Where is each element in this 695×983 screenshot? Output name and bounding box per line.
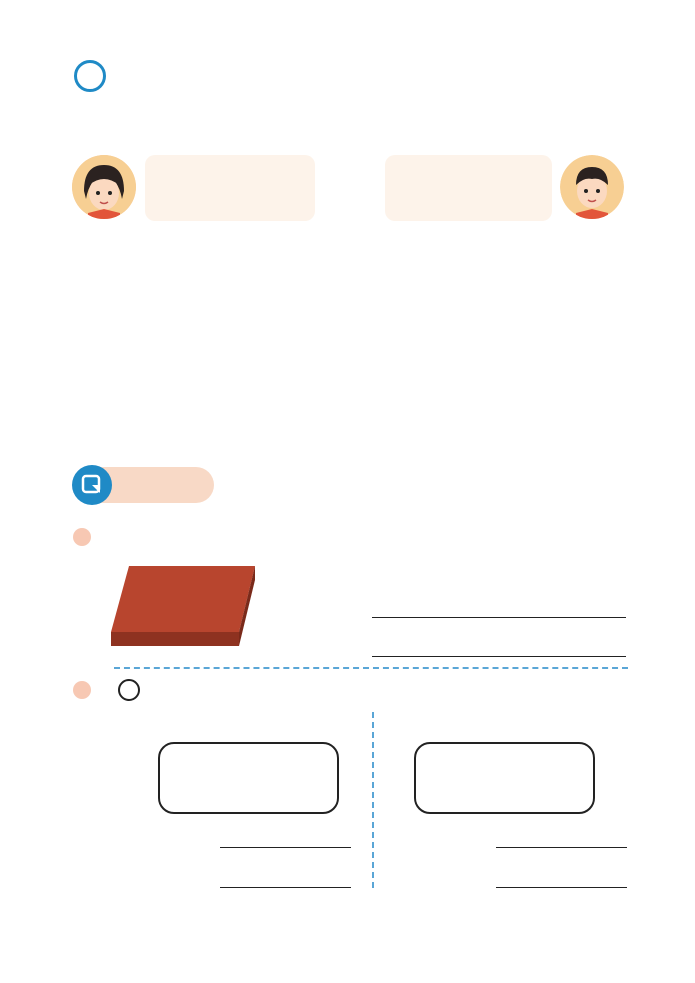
practice-q2-right-add-line[interactable] [496,847,627,848]
cake-box-image [107,562,257,648]
practice-q1-mul-answer-line[interactable] [372,656,626,657]
practice-q2-number [73,681,91,699]
section-divider [114,667,628,669]
practice-q2-text [115,679,143,701]
circle-icon [118,679,140,701]
boy-avatar [560,155,624,219]
practice-q2-right-drawing-box[interactable] [414,742,595,814]
girl-speech-bubble [145,155,315,221]
practice-q1-number [73,528,91,546]
practice-q2-left-drawing-box[interactable] [158,742,339,814]
column-divider [372,712,374,888]
girl-avatar [72,155,136,219]
boy-speech-bubble [385,155,552,221]
practice-q2-left-add-line[interactable] [220,847,351,848]
example-number-badge [74,60,106,92]
practice-q2-left-mul-line[interactable] [220,887,351,888]
practice-icon [72,465,112,505]
practice-q2-right-mul-line[interactable] [496,887,627,888]
practice-q1-add-answer-line[interactable] [372,617,626,618]
